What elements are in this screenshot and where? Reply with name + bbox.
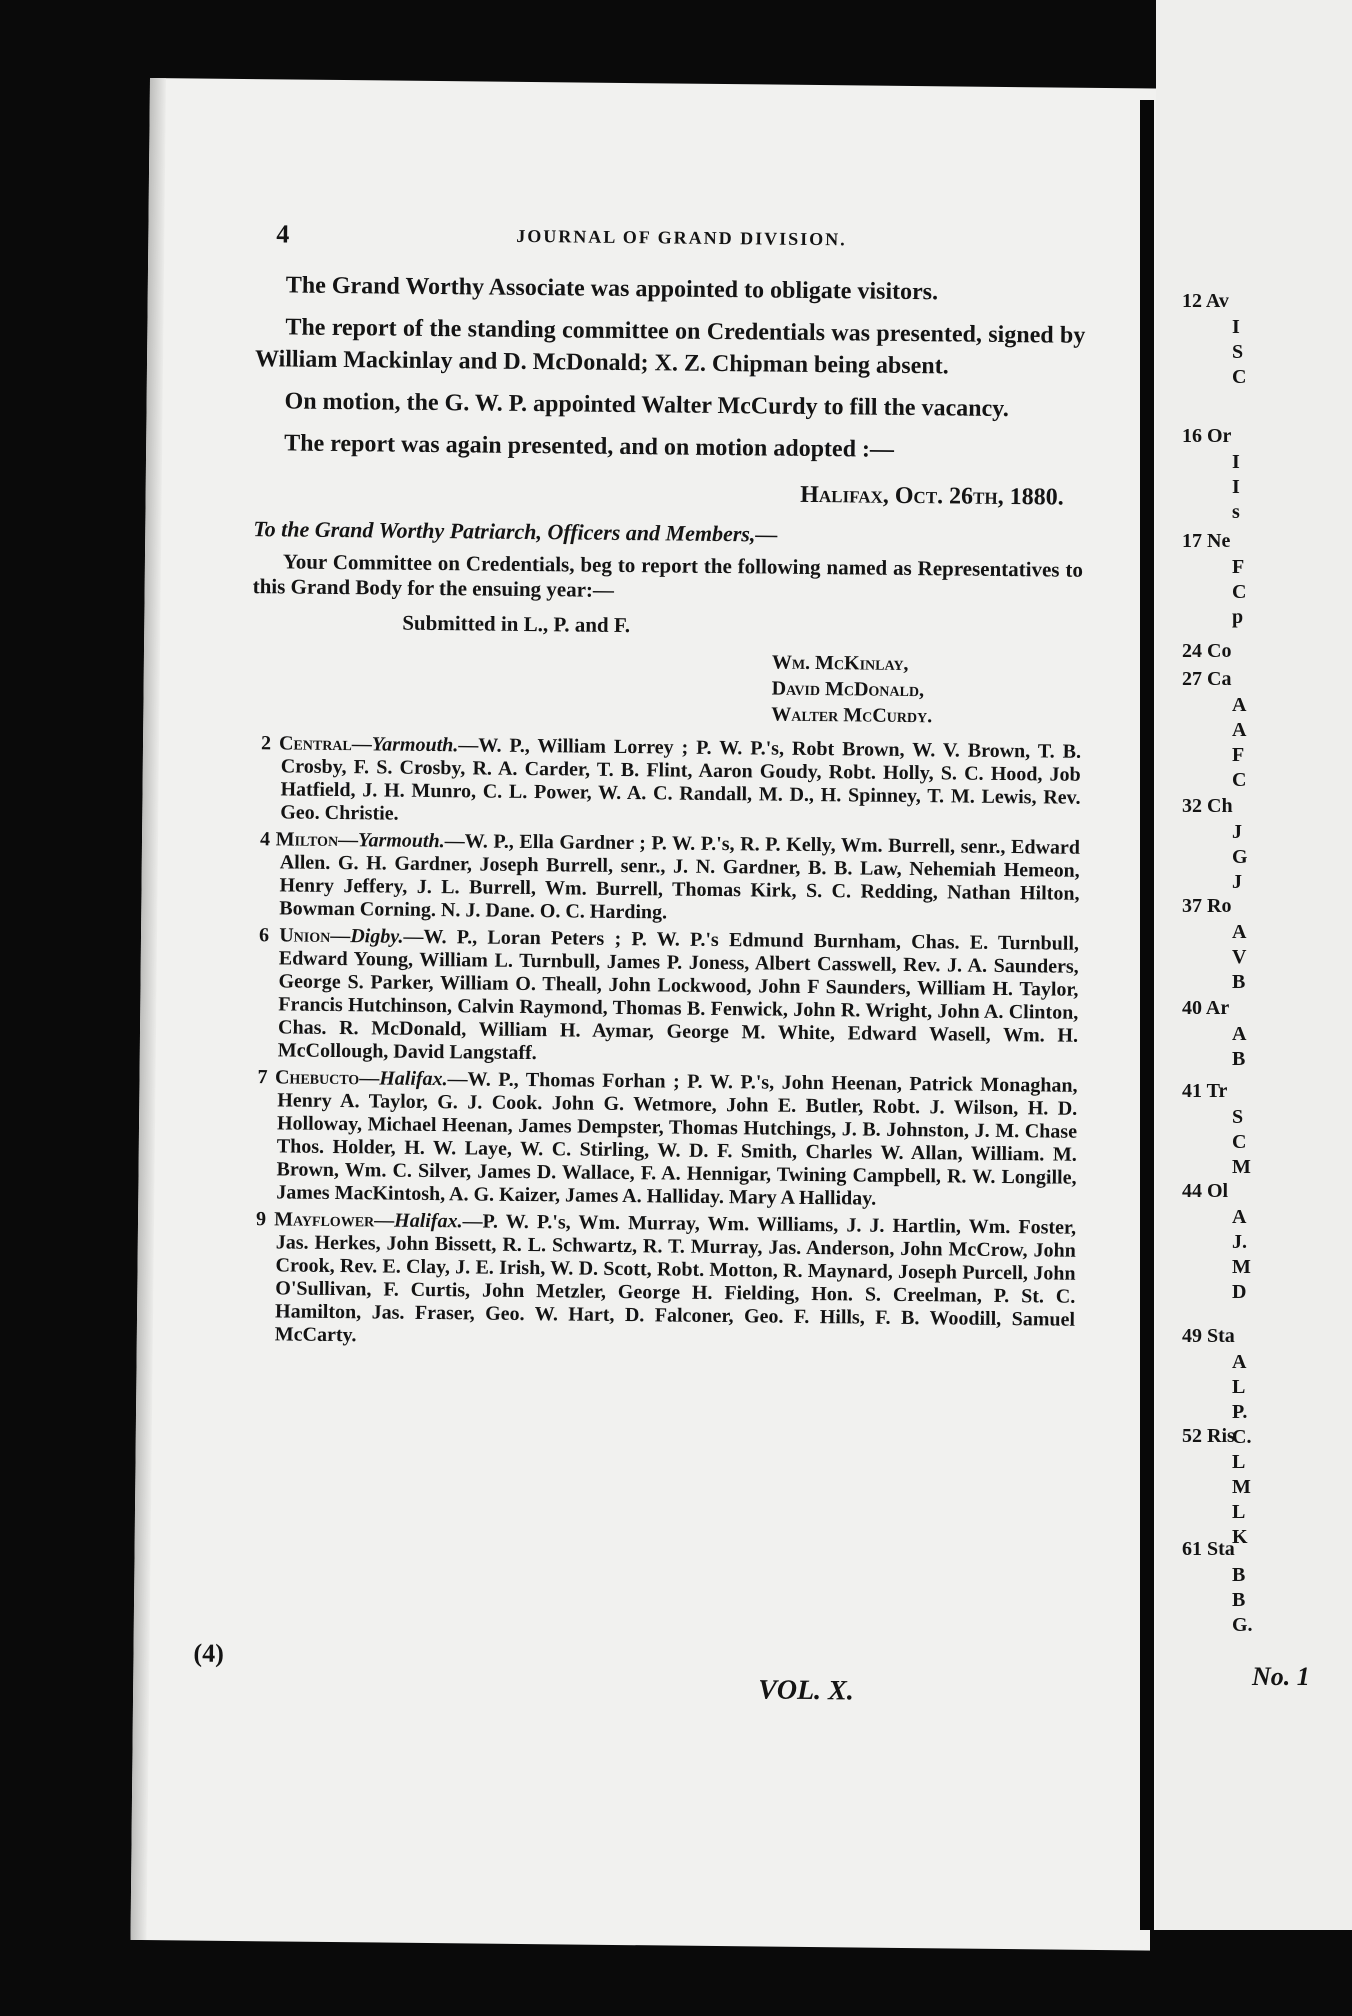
- page-header: [276, 219, 1136, 268]
- left-page: [131, 78, 1190, 1951]
- division-members: —W. P., William Lorrey ; P. W. P.'s, Robt Brown, W. V. Brown, T. B. Crosby, F. S. Crosby, R. A. Carder, T. B. Flint, Aaron Goudy, Robt. Holly, S. C. Hood, Job Hatfield, J. H. Munro, C. L. Power, W. A. C. Randall, M. D., H. Spinney, T. M. Lewis, Rev. Geo. Christie.: [280, 734, 1082, 825]
- division-members: —P. W. P.'s, Wm. Murray, Wm. Williams, J. J. Hartlin, Wm. Foster, Jas. Herkes, John Bissett, R. L. Schwartz, R. T. Murray, Jas. Anderson, John McCrow, John Crook, Rev. E. Clay, J. E. Irish, W. D. Scott, Robt. Motton, R. Maynard, Joseph Purcell, John O'Sullivan, F. Curtis, John Metzler, George H. Fielding, Hon. S. Creelman, P. St. C. Hamilton, Jas. Fraser, Geo. W. Hart, D. Falconer, Geo. F. Hills, F. B. Woodill, Samuel McCarty.: [274, 1210, 1077, 1347]
- report-body: Your Committee on Credentials, beg to report the following named as Representatives to this Grand Body for the ensuing year:—: [252, 549, 1084, 602]
- right-fragment-text: J.: [1232, 1231, 1247, 1253]
- right-fragment-text: I: [1232, 476, 1240, 498]
- right-fragment-text: M: [1232, 1256, 1251, 1278]
- right-fragment-text: J: [1232, 821, 1242, 843]
- right-fragment-text: C: [1232, 366, 1247, 388]
- division-place: Halifax.: [379, 1067, 448, 1091]
- salutation: To the Grand Worthy Patriarch, Officers and Members,—: [253, 516, 778, 547]
- submitted-line: Submitted in L., P. and F.: [402, 610, 631, 638]
- division-number: 9: [255, 1208, 275, 1231]
- right-fragment-text: A: [1232, 921, 1247, 943]
- division-name: Chebucto—: [274, 1066, 380, 1090]
- right-division-label: 49 Sta: [1182, 1325, 1235, 1347]
- division-place: Digby.: [350, 925, 404, 948]
- right-page: [1156, 0, 1352, 2016]
- right-page-footer: No. 1: [1252, 1662, 1310, 1691]
- right-fragment-text: A: [1232, 694, 1247, 716]
- right-fragment-text: F: [1232, 744, 1245, 766]
- page-edge: [131, 78, 166, 1940]
- division-number: 4: [259, 828, 276, 851]
- right-division-label: 16 Or: [1182, 425, 1232, 447]
- body-text: [245, 269, 1086, 1359]
- division-entry: [250, 732, 1081, 833]
- right-division-label: 44 Ol: [1182, 1180, 1229, 1202]
- right-fragment-text: B: [1232, 1048, 1246, 1070]
- right-fragment-text: C.: [1232, 1426, 1252, 1448]
- signer: Wm. McKinlay,: [771, 651, 909, 675]
- right-fragment-text: B: [1232, 1564, 1246, 1586]
- division-place: Halifax.: [394, 1209, 463, 1233]
- division-number: 7: [257, 1066, 276, 1089]
- signer: David McDonald,: [771, 677, 925, 702]
- right-division-label: 27 Ca: [1182, 668, 1232, 690]
- book-gutter: [1140, 100, 1154, 1930]
- division-place: Yarmouth.: [358, 829, 445, 853]
- right-fragment-text: P.: [1232, 1401, 1248, 1423]
- right-fragment-text: A: [1232, 1206, 1247, 1228]
- right-fragment-text: C: [1232, 1131, 1247, 1153]
- paragraph: The report was again presented, and on motion adopted :—: [284, 430, 895, 463]
- division-entry: [246, 1066, 1077, 1213]
- right-fragment-text: F: [1232, 556, 1245, 578]
- right-division-label: 61 Sta: [1182, 1538, 1235, 1560]
- right-division-label: 37 Ro: [1182, 895, 1232, 917]
- right-fragment-text: D: [1232, 1281, 1247, 1303]
- division-entry: [245, 1208, 1076, 1355]
- division-members: —W. P., Ella Gardner ; P. W. P.'s, R. P. Kelly, Wm. Burrell, senr., Edward Allen. G. H. Gardner, Joseph Burrell, senr., J. N. Gardner, B. B. Law, Nehemiah Hemeon, Henry Jeffery, J. L. Burrell, Wm. Burrell, Thomas Kirk, S. C. Redding, Nathan Hilton, Bowman Corning. N. J. Dane. O. C. Harding.: [279, 830, 1081, 924]
- footer-volume: VOL. X.: [757, 1674, 854, 1707]
- right-fragment-text: I: [1232, 451, 1240, 473]
- division-name: Mayflower—: [274, 1208, 395, 1232]
- division-list: [245, 732, 1081, 1355]
- paragraph: The report of the standing committee on Credentials was presented, signed by William Mackinlay and D. McDonald; X. Z. Chipman being absent.: [254, 314, 1086, 380]
- right-fragment-text: p: [1232, 606, 1244, 628]
- right-fragment-text: J: [1232, 871, 1242, 893]
- right-fragment-text: C: [1232, 769, 1247, 791]
- division-number: 6: [258, 924, 280, 947]
- right-fragment-text: A: [1232, 1023, 1247, 1045]
- division-entry: [249, 828, 1080, 929]
- paragraph: The Grand Worthy Associate was appointed to obligate visitors.: [285, 272, 939, 306]
- right-fragment-text: L: [1232, 1451, 1246, 1473]
- paragraph: On motion, the G. W. P. appointed Walter McCurdy to fill the vacancy.: [284, 388, 1009, 423]
- division-number: 2: [260, 732, 280, 755]
- right-division-label: 17 Ne: [1182, 530, 1231, 552]
- right-fragment-text: M: [1232, 1476, 1251, 1498]
- right-fragment-text: s: [1232, 501, 1240, 523]
- right-division-label: 24 Co: [1182, 640, 1232, 662]
- right-fragment-text: L: [1232, 1501, 1246, 1523]
- right-fragment-text: G.: [1232, 1614, 1253, 1636]
- division-members: —W. P., Thomas Forhan ; P. W. P.'s, John Heenan, Patrick Monaghan, Henry A. Taylor, G. J. Cook. John G. Wetmore, John E. Butler, Robt. J. Wilson, H. D. Holloway, Michael Heenan, James Dempster, Thomas Hutchings, J. B. Johnston, J. M. Chase Thos. Holder, H. W. Laye, W. C. Stirling, W. D. F. Smith, Charles W. Allan, William. M. Brown, Wm. C. Silver, James D. Wallace, F. A. Hennigar, Twining Campbell, R. W. Longille, James MacKintosh, A. G. Kaizer, James A. Halliday. Mary A Halliday.: [276, 1068, 1078, 1210]
- footer-page-marker: (4): [193, 1638, 224, 1668]
- right-division-label: 12 Av: [1182, 290, 1229, 312]
- division-place: Yarmouth.: [371, 733, 459, 757]
- signer: Walter McCurdy.: [771, 703, 933, 728]
- right-division-label: 41 Tr: [1182, 1080, 1228, 1102]
- scan-border: [1150, 1930, 1352, 2016]
- date-line: Halifax, Oct. 26th, 1880.: [800, 481, 1064, 511]
- right-fragment-text: M: [1232, 1156, 1251, 1178]
- right-fragment-text: A: [1232, 1351, 1247, 1373]
- division-entry: [248, 924, 1079, 1071]
- division-members: —W. P., Loran Peters ; P. W. P.'s Edmund Burnham, Chas. E. Turnbull, Edward Young, William L. Turnbull, James P. Joness, Albert Casswell, Rev. J. A. Saunders, George S. Parker, William O. Theall, John Lockwood, John F Saunders, William H. Taylor, Francis Hutchinson, Calvin Raymond, Thomas B. Fenwick, John R. Wright, John A. Clinton, Chas. R. McDonald, William H. Aymar, George M. White, Edward Wasell, Wm. H. McCollough, David Langstaff.: [277, 925, 1080, 1065]
- right-fragment-text: C: [1232, 581, 1247, 603]
- right-fragment-text: V: [1232, 946, 1247, 968]
- right-division-label: 32 Ch: [1182, 795, 1233, 817]
- right-division-label: 40 Ar: [1182, 997, 1230, 1019]
- right-fragment-text: L: [1232, 1376, 1246, 1398]
- right-fragment-text: S: [1232, 341, 1244, 363]
- right-fragment-text: B: [1232, 1589, 1246, 1611]
- right-fragment-text: K: [1232, 1526, 1248, 1548]
- signers-block: [771, 650, 1082, 731]
- right-fragment-text: G: [1232, 846, 1248, 868]
- right-fragment-text: S: [1232, 1106, 1244, 1128]
- right-division-label: 52 Ris: [1182, 1425, 1235, 1447]
- division-name: Milton—: [275, 828, 359, 852]
- running-head: JOURNAL OF GRAND DIVISION.: [516, 225, 847, 250]
- division-name: Central—: [278, 732, 372, 756]
- right-fragment-text: A: [1232, 719, 1247, 741]
- right-fragment-text: B: [1232, 971, 1246, 993]
- right-fragment-text: I: [1232, 316, 1240, 338]
- page-number: 4: [276, 219, 290, 249]
- division-name: Union—: [279, 924, 351, 948]
